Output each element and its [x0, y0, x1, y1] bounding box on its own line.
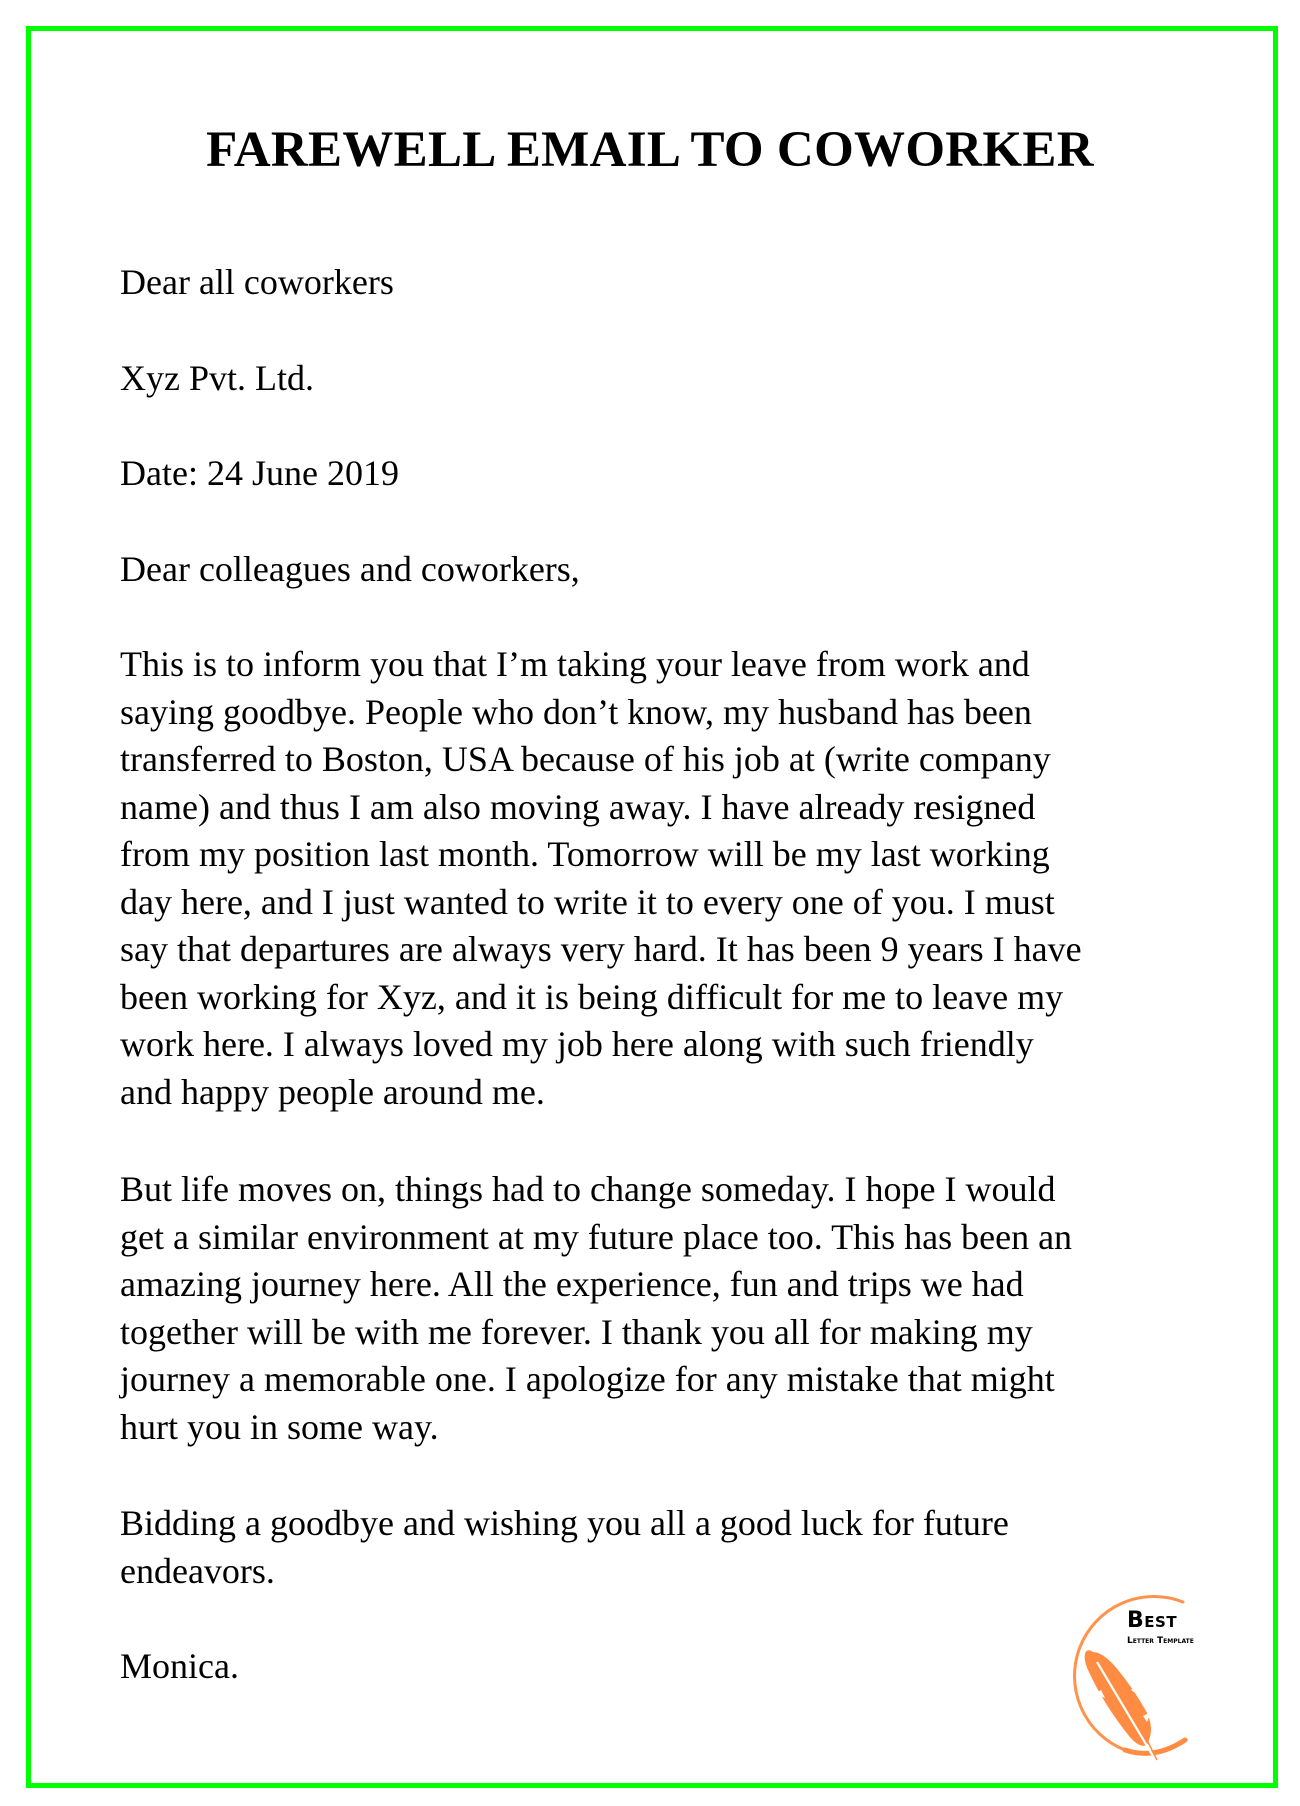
salutation: Dear colleagues and coworkers,: [120, 549, 580, 589]
paragraph-line: saying goodbye. People who don’t know, my husband has been: [120, 691, 1032, 732]
paragraph-line: This is to inform you that I’m taking your leave from work and: [120, 644, 1030, 684]
body-paragraph-2: [120, 1166, 1200, 1451]
paragraph-line: Bidding a goodbye and wishing you all a good luck for future: [120, 1503, 1009, 1543]
paragraph-line: name) and thus I am also moving away. I have already resigned: [120, 786, 1036, 827]
paragraph-line: day here, and I just wanted to write it to every one of you. I must: [120, 881, 1055, 922]
date-line: Date: 24 June 2019: [120, 453, 399, 493]
logo-brand-word: Best: [1127, 1608, 1178, 1633]
paragraph-line: But life moves on, things had to change someday. I hope I would: [120, 1169, 1056, 1209]
document-title: FAREWELL EMAIL TO COWORKER: [206, 122, 1094, 178]
paragraph-line: hurt you in some way.: [120, 1406, 439, 1447]
logo-subtitle: Letter Template: [1127, 1636, 1194, 1646]
paragraph-line: amazing journey here. All the experience, fun and trips we had: [120, 1264, 1024, 1304]
paragraph-line: journey a memorable one. I apologize for any mistake that might: [120, 1359, 1055, 1399]
paragraph-line: endeavors.: [120, 1550, 275, 1591]
paragraph-line: say that departures are always very hard. It has been 9 years I have: [120, 929, 1082, 969]
paragraph-line: work here. I always loved my job here along with such friendly: [120, 1024, 1034, 1064]
company-line: Xyz Pvt. Ltd.: [120, 358, 314, 398]
paragraph-line: together will be with me forever. I thank you all for making my: [120, 1311, 1033, 1352]
paragraph-line: from my position last month. Tomorrow will be my last working: [120, 834, 1050, 874]
recipient-line: Dear all coworkers: [120, 262, 394, 302]
body-paragraph-3: [120, 1500, 1200, 1595]
paragraph-line: transferred to Boston, USA because of his job at (write company: [120, 739, 1051, 779]
paragraph-line: been working for Xyz, and it is being difficult for me to leave my: [120, 976, 1064, 1017]
best-letter-template-logo: [1055, 1590, 1245, 1765]
signature: Monica.: [120, 1646, 239, 1686]
body-paragraph-1: [120, 641, 1200, 1116]
paragraph-line: and happy people around me.: [120, 1071, 545, 1112]
paragraph-line: get a similar environment at my future place too. This has been an: [120, 1216, 1073, 1257]
